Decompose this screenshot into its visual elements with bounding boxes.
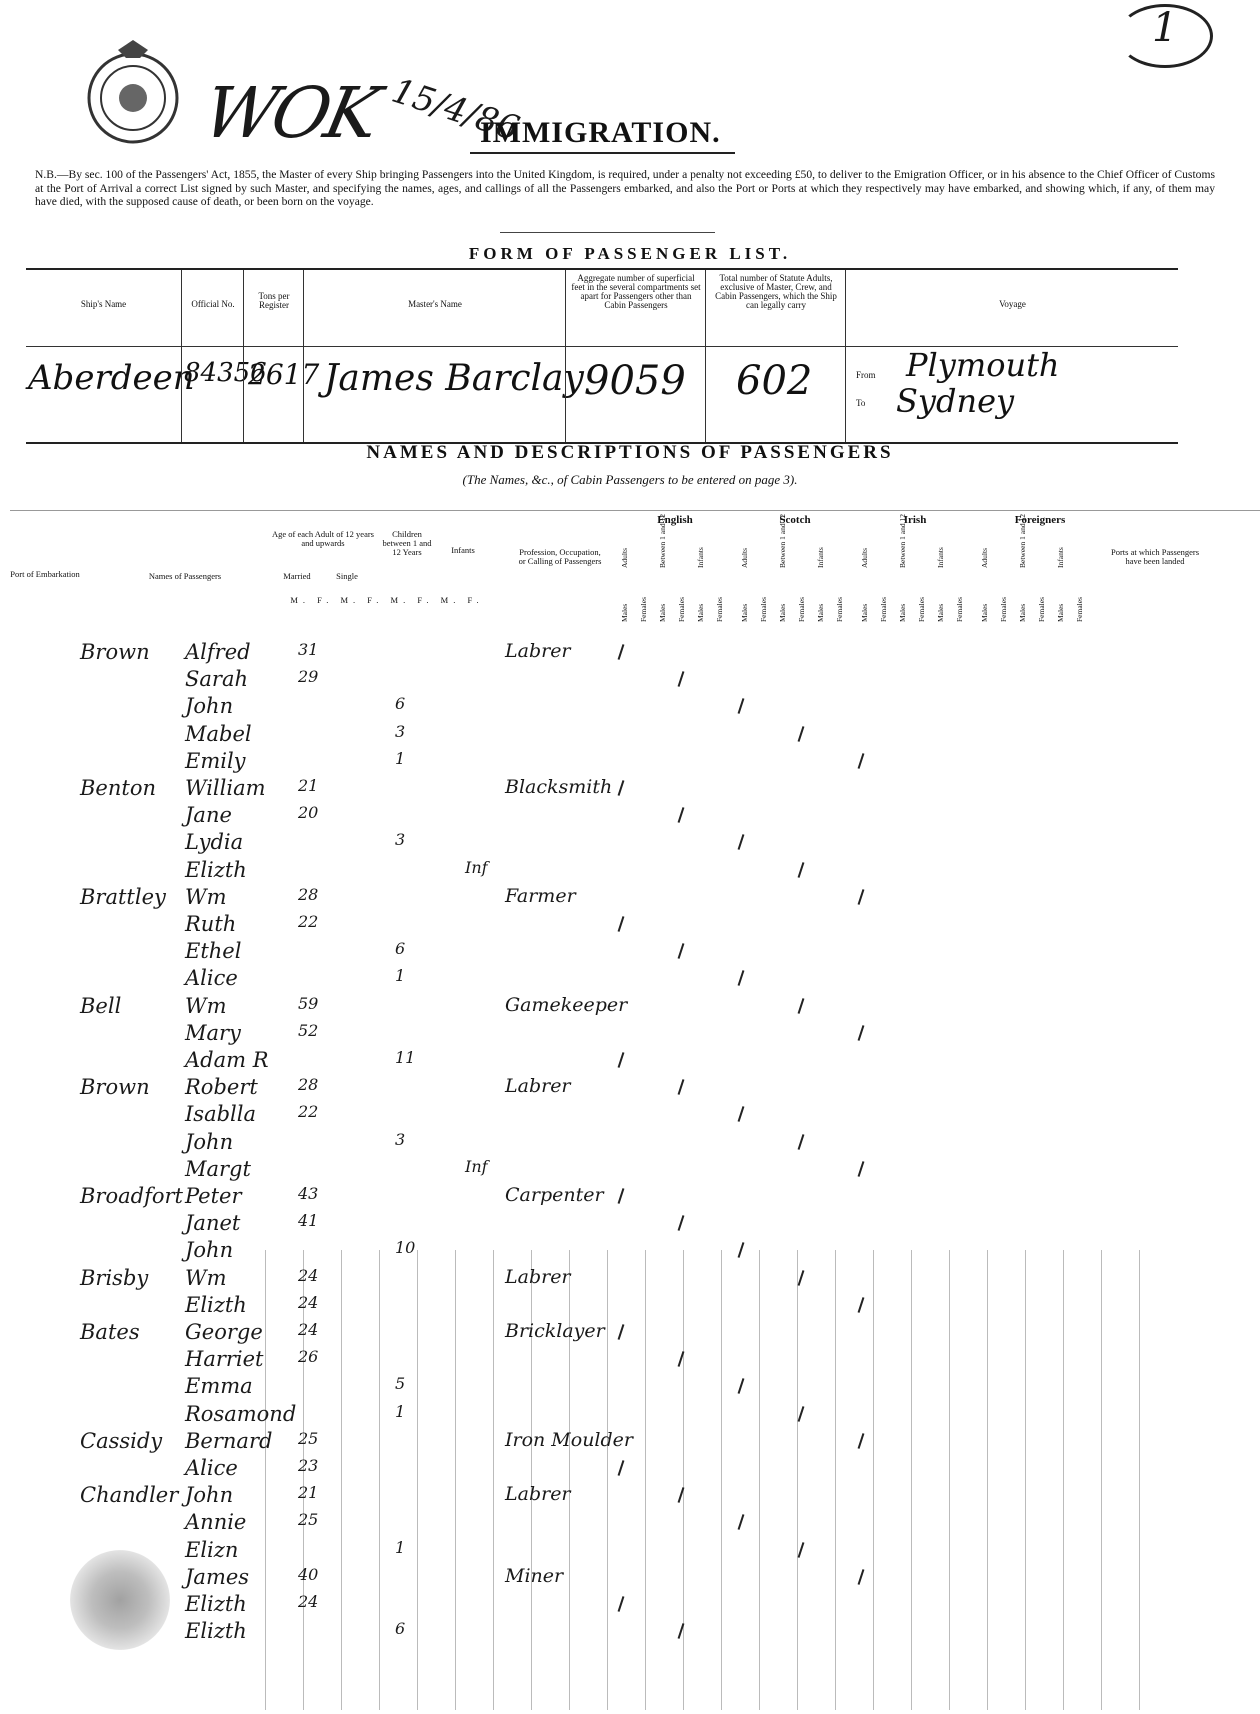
age-cell: Inf	[465, 1156, 488, 1176]
occupation-cell: Carpenter	[505, 1184, 604, 1206]
subheader-females: Females	[917, 597, 926, 622]
tally-mark	[798, 1542, 805, 1558]
grid-top-rule	[10, 510, 1260, 511]
grid-line	[949, 1250, 950, 1710]
subheader-males: Males	[980, 603, 989, 622]
given-name-cell: Harriet	[185, 1347, 264, 1372]
tally-mark	[858, 1569, 865, 1585]
subheader-infants_sub: Infants	[936, 547, 945, 568]
given-name-cell: Elizth	[185, 1619, 247, 1644]
to-label: To	[856, 398, 866, 408]
subheader-males: Males	[658, 603, 667, 622]
tons-value: 2617	[248, 358, 320, 391]
age-cell: 24	[298, 1292, 319, 1312]
subheader-between: Between 1 and 12	[778, 514, 787, 568]
title-underline	[470, 152, 735, 154]
tally-mark	[678, 671, 685, 687]
tally-mark	[618, 1188, 625, 1204]
given-name-cell: Robert	[185, 1075, 258, 1100]
grid-line	[531, 1250, 532, 1710]
age-cell: 6	[395, 939, 406, 959]
tally-mark	[798, 1270, 805, 1286]
age-cell: 24	[298, 1265, 319, 1285]
given-name-cell: Alfred	[185, 640, 251, 664]
subheader-females: Females	[797, 597, 806, 622]
age-cell: 6	[395, 694, 406, 714]
subheader-between: Between 1 and 12	[1018, 514, 1027, 568]
age-cell: 6	[395, 1619, 406, 1639]
subheader-adults: Adults	[740, 547, 749, 568]
grid-line	[759, 1250, 760, 1710]
given-name-cell: Janet	[185, 1211, 241, 1236]
given-name-cell: Peter	[185, 1184, 242, 1208]
surname-cell: Bell	[80, 993, 122, 1018]
occupation-cell: Farmer	[505, 884, 576, 907]
age-cell: 40	[298, 1564, 319, 1584]
given-name-cell: Mabel	[185, 721, 252, 746]
grid-line	[873, 1250, 874, 1710]
tally-mark	[618, 1596, 625, 1612]
given-name-cell: Emily	[185, 748, 246, 773]
age-cell: 21	[298, 776, 319, 795]
age-cell: 22	[298, 912, 319, 931]
subheader-adults: Adults	[620, 547, 629, 568]
grid-line	[417, 1250, 418, 1710]
tally-mark	[798, 1406, 805, 1422]
grid-line	[1139, 1250, 1140, 1710]
age-cell: 24	[298, 1592, 319, 1611]
age-cell: 28	[298, 1075, 319, 1095]
irish-header: Irish	[903, 514, 927, 526]
grid-line	[607, 1250, 608, 1710]
passengers-title: NAMES AND DESCRIPTIONS OF PASSENGERS	[366, 442, 894, 463]
official-no-header: Official No.	[191, 299, 235, 309]
given-name-cell: Elizth	[185, 1292, 247, 1317]
scotch-header: Scotch	[779, 514, 811, 526]
age-cell: 1	[395, 1401, 406, 1421]
legal-notice: N.B.—By sec. 100 of the Passengers' Act, 1855, the Master of every Ship bringing Passengers into the United Kingdom, is required, under a penalty not exceeding £50, to deliver to the Emigration Officer, or in his absence to the Chief Officer of Customs at the Port of Arrival a correct List signed by such Master, and specifying the names, ages, and callings of all the Passengers embarked, and also the Port or Ports at which they respectively may have embarked, and showing which, if any, of them may have died, with the supposed cause of death, or been born on the voyage.	[35, 168, 1215, 208]
master-col	[303, 270, 584, 442]
given-name-cell: Ruth	[185, 912, 237, 936]
subheader-males: Males	[898, 603, 907, 622]
subheader-females: Females	[999, 597, 1008, 622]
tally-mark	[858, 1433, 865, 1449]
given-name-cell: Sarah	[185, 667, 248, 692]
tally-mark	[678, 943, 685, 959]
subheader-males: Males	[1056, 603, 1065, 622]
given-name-cell: Isablla	[185, 1102, 256, 1127]
surname-cell: Brattley	[80, 884, 166, 909]
given-name-cell: Alice	[185, 966, 238, 991]
handwritten-date: 15/4/86	[387, 70, 525, 150]
age-cell: 52	[298, 1020, 319, 1040]
age-cell: 41	[298, 1211, 319, 1231]
tally-mark	[738, 1106, 745, 1122]
tons-header: Tons per Register	[258, 291, 290, 310]
subheader-infants_sub: Infants	[816, 547, 825, 568]
age-cell: Inf	[465, 857, 488, 877]
given-name-cell: George	[185, 1320, 263, 1344]
given-name-cell: Alice	[185, 1456, 238, 1480]
passengers-subtitle: (The Names, &c., of Cabin Passengers to be entered on page 3).	[462, 472, 798, 487]
occupation-cell: Labrer	[505, 1483, 571, 1506]
grid-line	[911, 1250, 912, 1710]
grid-line	[303, 1250, 304, 1710]
from-value: Plymouth	[906, 346, 1060, 384]
given-name-cell: Elizn	[185, 1537, 239, 1562]
profession-header: Profession, Occupation, or Calling of Passengers	[518, 547, 602, 566]
occupation-cell: Labrer	[505, 640, 571, 662]
ports-landed-header: Ports at which Passengers have been landed	[1110, 547, 1200, 566]
total-adults-value: 602	[736, 358, 813, 404]
married-header: Married	[283, 571, 311, 581]
age-cell: 11	[395, 1048, 416, 1067]
subheader-females: Females	[955, 597, 964, 622]
aggregate-header: Aggregate number of superficial feet in the several compartments set apart for Passengers other than Cabin Passengers	[571, 273, 701, 310]
to-value: Sydney	[896, 382, 1015, 420]
age-cell: 29	[298, 667, 319, 687]
tons-col	[243, 270, 320, 442]
given-name-cell: Emma	[185, 1374, 253, 1399]
tally-mark	[858, 753, 865, 769]
ships-name-value: Aberdeen	[28, 358, 195, 398]
subheader-males: Males	[1018, 603, 1027, 622]
ship-details-table	[26, 268, 1178, 444]
surname-cell: Benton	[80, 776, 156, 800]
surname-cell: Brown	[80, 1075, 150, 1100]
form-title: FORM OF PASSENGER LIST.	[468, 244, 792, 263]
given-name-cell: Elizth	[185, 1592, 247, 1616]
age-cell: 22	[298, 1102, 319, 1122]
age-cell: 10	[395, 1238, 416, 1258]
page-number: 1	[1152, 5, 1178, 51]
given-name-cell: Ethel	[185, 939, 242, 964]
surname-cell: Brown	[80, 640, 150, 664]
tally-mark	[858, 889, 865, 905]
given-name-cell: James	[185, 1564, 250, 1589]
children-header: Children between 1 and 12 Years	[382, 529, 432, 557]
occupation-cell: Labrer	[505, 1075, 571, 1098]
port-header: Port of Embarkation	[10, 569, 80, 579]
tally-mark	[798, 1134, 805, 1150]
tally-mark	[738, 1514, 745, 1530]
grid-line	[721, 1250, 722, 1710]
subheader-females: Females	[1075, 597, 1084, 622]
given-name-cell: Rosamond	[185, 1401, 297, 1426]
given-name-cell: Lydia	[185, 830, 244, 855]
page-title: IMMIGRATION.	[480, 116, 721, 149]
age-cell: 21	[298, 1483, 319, 1503]
master-header: Master's Name	[408, 299, 462, 309]
surname-cell: Bates	[80, 1320, 140, 1344]
subheader-infants_sub: Infants	[696, 547, 705, 568]
tally-mark	[618, 1052, 625, 1068]
english-header: English	[657, 514, 693, 526]
total-adults-col	[705, 270, 846, 442]
grid-line	[1063, 1250, 1064, 1710]
surname-cell: Brisby	[80, 1265, 149, 1290]
occupation-cell: Blacksmith	[505, 776, 613, 798]
subheader-adults: Adults	[860, 547, 869, 568]
subheader-females: Females	[759, 597, 768, 622]
single-header: Single	[336, 571, 358, 581]
official-no-value: 84356	[184, 358, 267, 388]
master-value: James Barclay	[324, 358, 584, 399]
ink-stamp-icon	[70, 1550, 170, 1650]
grid-line	[987, 1250, 988, 1710]
voyage-col	[845, 270, 1179, 442]
given-name-cell: Adam R	[185, 1048, 269, 1072]
tally-mark	[618, 1324, 625, 1340]
given-name-cell: John	[185, 1238, 234, 1263]
given-name-cell: Annie	[185, 1510, 247, 1535]
surname-cell: Cassidy	[80, 1428, 163, 1453]
age-cell: 3	[395, 1129, 406, 1149]
age-cell: 1	[395, 966, 406, 986]
age-cell: 43	[298, 1184, 319, 1203]
page-number-mark	[1117, 4, 1213, 68]
age-cell: 23	[298, 1456, 319, 1475]
voyage-header: Voyage	[999, 299, 1026, 309]
grid-line	[569, 1250, 570, 1710]
given-name-cell: Mary	[185, 1020, 241, 1045]
tally-mark	[738, 698, 745, 714]
grid-line	[797, 1250, 798, 1710]
official-no-col	[181, 270, 267, 442]
occupation-cell: Iron Moulder	[505, 1428, 633, 1451]
tally-mark	[798, 726, 805, 742]
tally-mark	[858, 1297, 865, 1313]
tally-mark	[858, 1025, 865, 1041]
subheader-males: Males	[860, 603, 869, 622]
infants-header: Infants	[451, 545, 475, 555]
grid-line	[683, 1250, 684, 1710]
mf-header: M. F. M. F. M. F. M. F.	[290, 595, 484, 605]
tally-mark	[798, 998, 805, 1014]
occupation-cell: Miner	[505, 1564, 564, 1587]
age-cell: 1	[395, 1537, 406, 1557]
subheader-females: Females	[879, 597, 888, 622]
subheader-adults: Adults	[980, 547, 989, 568]
age-cell: 24	[298, 1320, 319, 1339]
tally-mark	[618, 780, 625, 796]
surname-cell: Broadfort	[80, 1184, 183, 1208]
grid-line	[341, 1250, 342, 1710]
subheader-females: Females	[835, 597, 844, 622]
notice-divider	[500, 232, 715, 233]
subheader-males: Males	[778, 603, 787, 622]
given-name-cell: Bernard	[185, 1428, 273, 1453]
subheader-females: Females	[639, 597, 648, 622]
surname-cell: Chandler	[80, 1483, 179, 1508]
total-adults-header: Total number of Statute Adults, exclusive of Master, Crew, and Cabin Passengers, which the Ship can legally carry	[715, 273, 837, 310]
subheader-males: Males	[696, 603, 705, 622]
given-name-cell: Margt	[185, 1156, 251, 1181]
tally-mark	[738, 970, 745, 986]
ships-name-header: Ship's Name	[80, 299, 127, 309]
tally-mark	[738, 1378, 745, 1394]
tally-mark	[678, 807, 685, 823]
occupation-cell: Gamekeeper	[505, 993, 628, 1016]
subheader-males: Males	[620, 603, 629, 622]
age-cell: 3	[395, 721, 406, 741]
given-name-cell: Wm	[185, 1265, 227, 1290]
ships-name-col	[26, 270, 195, 442]
given-name-cell: Elizth	[185, 857, 247, 882]
tally-mark	[738, 834, 745, 850]
given-name-cell: Jane	[185, 803, 232, 828]
occupation-cell: Bricklayer	[505, 1320, 605, 1342]
foreigners-header: Foreigners	[1014, 514, 1066, 526]
subheader-between: Between 1 and 12	[898, 514, 907, 568]
age-cell: 3	[395, 830, 406, 850]
subheader-males: Males	[816, 603, 825, 622]
age-cell: 20	[298, 803, 319, 823]
grid-line	[493, 1250, 494, 1710]
grid-line	[379, 1250, 380, 1710]
given-name-cell: Wm	[185, 993, 227, 1018]
from-label: From	[856, 370, 876, 380]
aggregate-col	[565, 270, 706, 442]
age-cell: 28	[298, 884, 319, 904]
customs-seal-icon	[78, 40, 188, 150]
age-cell: 25	[298, 1428, 319, 1448]
subheader-females: Females	[715, 597, 724, 622]
subheader-infants_sub: Infants	[1056, 547, 1065, 568]
age-cell: 25	[298, 1510, 319, 1530]
grid-line	[265, 1250, 266, 1710]
tally-mark	[618, 1460, 625, 1476]
grid-line	[835, 1250, 836, 1710]
age-cell: 59	[298, 993, 319, 1013]
age-cell: 1	[395, 748, 406, 768]
given-name-cell: John	[185, 1129, 234, 1154]
grid-line	[1101, 1250, 1102, 1710]
given-name-cell: John	[185, 1483, 234, 1508]
tally-mark	[798, 862, 805, 878]
grid-line	[455, 1250, 456, 1710]
occupation-cell: Labrer	[505, 1265, 571, 1288]
tally-mark	[678, 1079, 685, 1095]
subheader-between: Between 1 and 12	[658, 514, 667, 568]
age-cell: 5	[395, 1374, 406, 1394]
grid-line	[645, 1250, 646, 1710]
age-adult-header: Age of each Adult of 12 years and upwards	[272, 529, 374, 548]
age-cell: 31	[298, 640, 319, 659]
tally-mark	[618, 644, 625, 660]
given-name-cell: William	[185, 776, 266, 800]
aggregate-value: 9059	[584, 358, 686, 404]
given-name-cell: John	[185, 694, 234, 719]
age-cell: 26	[298, 1347, 319, 1367]
tally-mark	[618, 916, 625, 932]
subheader-males: Males	[740, 603, 749, 622]
tally-mark	[678, 1215, 685, 1231]
subheader-females: Females	[677, 597, 686, 622]
grid-line	[1025, 1250, 1026, 1710]
handwritten-initials: WOK	[196, 72, 384, 154]
subheader-females: Females	[1037, 597, 1046, 622]
names-header: Names of Passengers	[148, 571, 222, 581]
given-name-cell: Wm	[185, 884, 227, 909]
tally-mark	[858, 1161, 865, 1177]
subheader-males: Males	[936, 603, 945, 622]
tally-mark	[738, 1242, 745, 1258]
